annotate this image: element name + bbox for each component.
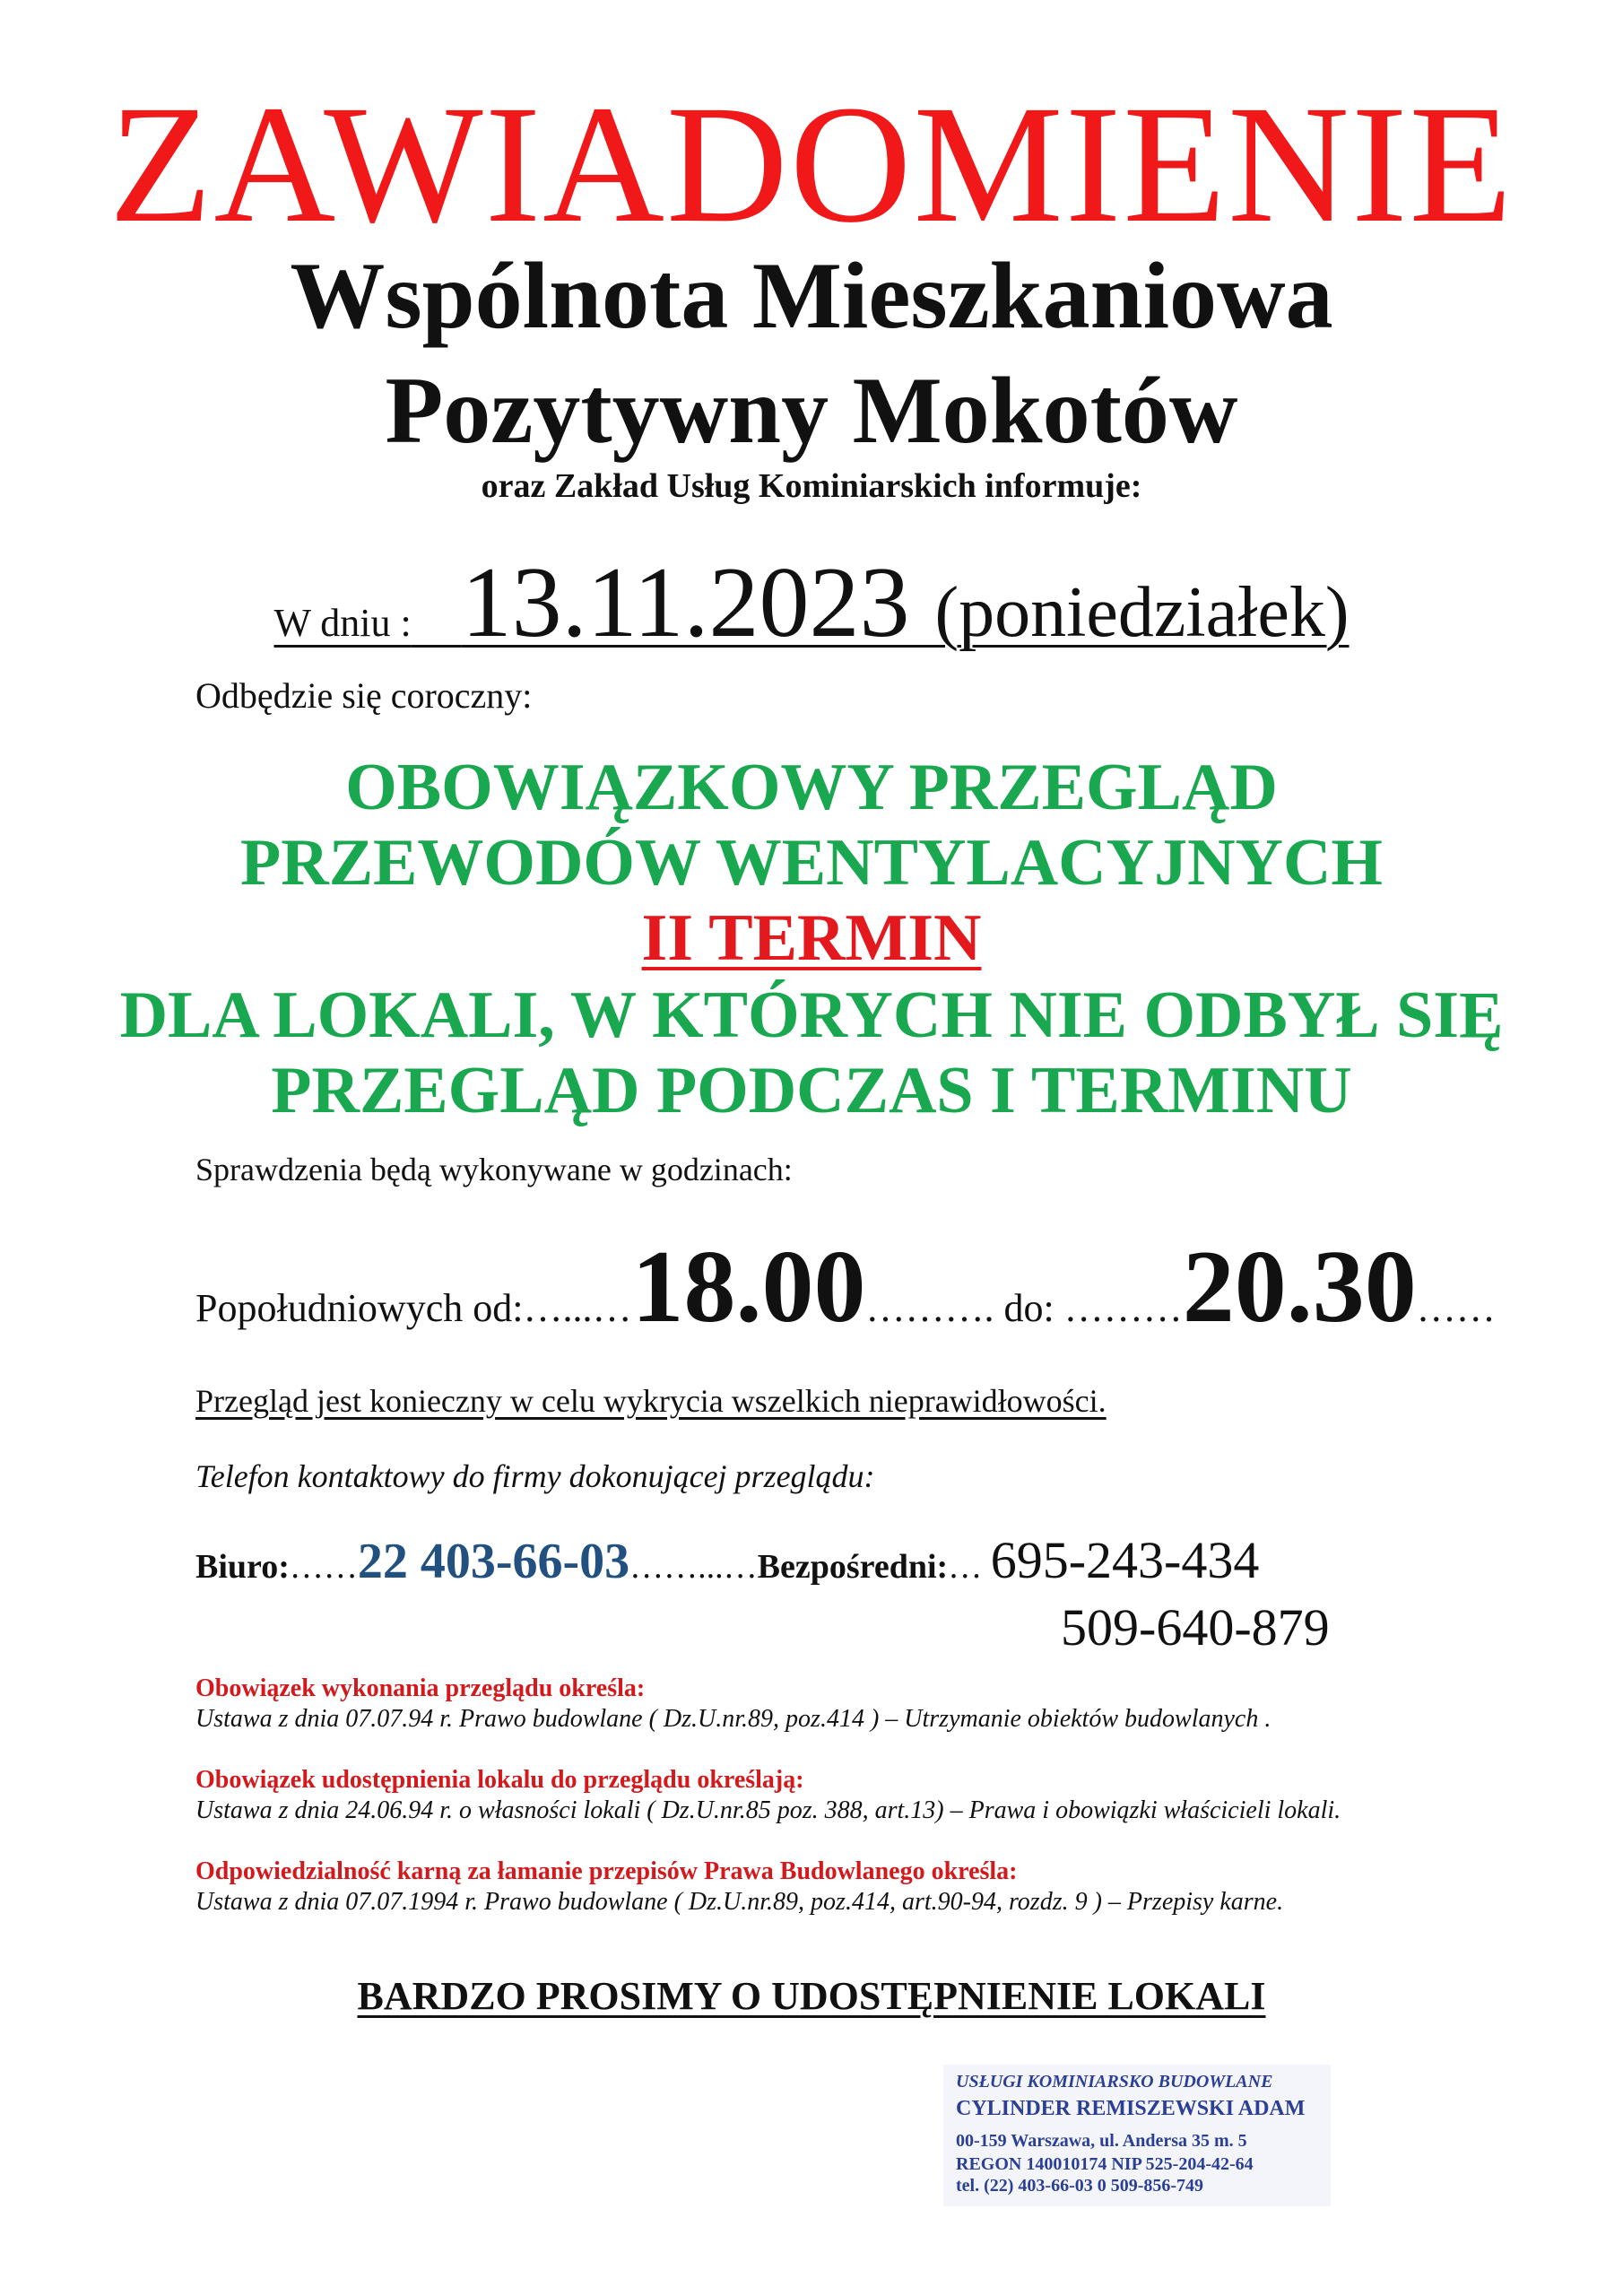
office-dots2: ……...… (629, 1548, 758, 1586)
office-label: Biuro: (195, 1548, 290, 1586)
stamp-line3: 00-159 Warszawa, ul. Andersa 35 m. 5 (956, 2131, 1247, 2151)
legal-text-3: Ustawa z dnia 07.07.1994 r. Prawo budowlane ( Dz.U.nr.89, poz.414, art.90-94, rozdz. 9 ) – Przepisy karne. (195, 1888, 1284, 1916)
date-weekday: (poniedziałek) (934, 573, 1350, 652)
hours-from-label: Popołudniowych od:…...… (195, 1286, 632, 1330)
term-text: II TERMIN (641, 901, 982, 975)
legal-text-2: Ustawa z dnia 24.06.94 r. o własności lokali ( Dz.U.nr.85 poz. 388, art.13) – Prawa i obowiązki właścicieli lokali. (195, 1796, 1341, 1824)
legal-heading-3: Odpowiedzialność karną za łamanie przepisów Prawa Budowlanego określa: (195, 1857, 1018, 1885)
stamp-line2: CYLINDER REMISZEWSKI ADAM (956, 2097, 1306, 2120)
date-value: 13.11.2023 (461, 547, 910, 658)
direct-label: Bezpośredni: (757, 1548, 949, 1586)
hours-intro: Sprawdzenia będą wykonywane w godzinach: (195, 1152, 793, 1187)
phone-intro: Telefon kontaktowy do firmy dokonującej przeglądu: (195, 1458, 875, 1494)
necessity-note: Przegląd jest konieczny w celu wykrycia wszelkich nieprawidłowości. (195, 1383, 1107, 1419)
direct-phone-2[interactable]: 509-640-879 (1061, 1598, 1330, 1657)
company-stamp (943, 2065, 1331, 2206)
stamp-line1: USŁUGI KOMINIARSKO BUDOWLANE (956, 2072, 1273, 2092)
inspection-line1: OBOWIĄZKOWY PRZEGLĄD (345, 751, 1278, 824)
stamp-line4: REGON 140010174 NIP 525-204-42-64 (956, 2154, 1254, 2174)
date-prefix: W dniu : (273, 601, 412, 645)
hours-to: 20.30 (1182, 1230, 1417, 1344)
date-group (273, 547, 1349, 658)
informs-line: oraz Zakład Usług Kominiarskich informuje: (481, 467, 1142, 505)
notice-title: ZAWIADOMIENIE (108, 70, 1515, 257)
hours-from: 18.00 (631, 1230, 866, 1344)
legal-heading-1: Obowiązek wykonania przeglądu określa: (195, 1674, 646, 1702)
direct-dots: … (948, 1548, 991, 1586)
stamp-line5: tel. (22) 403-66-03 0 509-856-749 (956, 2176, 1204, 2196)
closing-text: BARDZO PROSIMY O UDOSTĘPNIENIE LOKALI (357, 1974, 1266, 2018)
inspection-line3: DLA LOKALI, W KTÓRYCH NIE ODBYŁ SIĘ (119, 978, 1504, 1052)
contact-line (195, 1525, 1259, 1603)
office-phone[interactable]: 22 403-66-03 (357, 1534, 630, 1589)
legal-text-1: Ustawa z dnia 07.07.94 r. Prawo budowlane ( Dz.U.nr.89, poz.414 ) – Utrzymanie obiektów budowlanych . (195, 1705, 1271, 1733)
term-label (0, 900, 1623, 976)
closing-request (0, 1971, 1623, 2022)
inspection-line2: PRZEWODÓW WENTYLACYJNYCH (240, 826, 1383, 900)
date-line (0, 549, 1623, 677)
hours-tail: …… (1416, 1286, 1496, 1330)
community-name-line1: Wspólnota Mieszkaniowa (290, 243, 1333, 348)
hours-mid: ………. do: ……… (865, 1286, 1183, 1330)
intro-text: Odbędzie się coroczny: (195, 675, 533, 716)
direct-phone-1[interactable]: 695-243-434 (990, 1531, 1260, 1589)
community-name-line2: Pozytywny Mokotów (385, 358, 1238, 463)
office-dots: …… (289, 1548, 358, 1586)
legal-heading-2: Obowiązek udostępnienia lokalu do przeglądu określają: (195, 1766, 804, 1794)
hours-line (195, 1230, 1496, 1358)
inspection-line4: PRZEGLĄD PODCZAS I TERMINU (271, 1054, 1352, 1127)
